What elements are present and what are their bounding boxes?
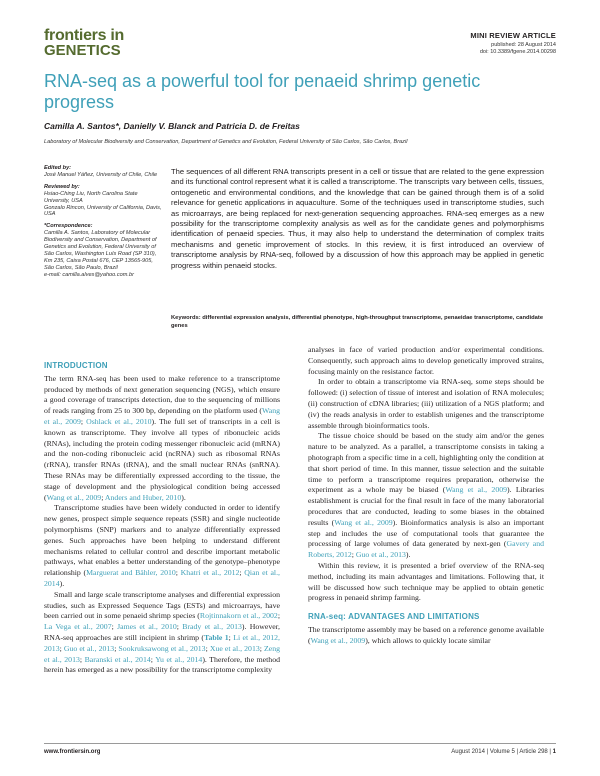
text: ; [80,416,87,426]
text: ; [239,568,245,578]
article-title: RNA-seq as a powerful tool for penaeid shrimp genetic progress [44,71,481,112]
citation-link[interactable]: Wang et al., 2009 [310,635,366,645]
citation-link[interactable]: Gavery and Roberts, 2012 [308,539,544,560]
text: Transcriptome studies have been widely conducted in order to identify new genes, prospect simple sequence repeats (SSR) and single nucleotide polymorphisms (SNP) markers and to analyze differentially expressed genes. Such approaches have been helping to understand different mechanisms related to cellular control and describe important metabolic pathways, what enables a better understanding of the genotype–phenotype relationship ( [44,503,280,578]
citation-link[interactable]: Xue et al., 2013 [209,643,260,653]
text: Small and large scale transcriptome analyses and differential expression studies, such as Expressed Sequence Tags (ESTs) and microarrays, have been carried out in some penaeid shrimp species ( [44,589,280,621]
text: ; [59,643,64,653]
footer-info [451,749,556,755]
text: ). Therefore, the method herein has emerged as a new possibility for the transcriptome complexity [44,654,280,675]
keywords-text: differential expression analysis, differential phenotype, high-throughput transcriptome, penaeidae transcriptome, candidate genes [171,315,544,329]
citation-link[interactable]: Zeng et al., 2013 [44,643,281,664]
correspondence-label: *Correspondence: [44,223,93,230]
citation-link[interactable]: Yu et al., 2014 [155,654,203,664]
text: ; [176,622,183,632]
doi: doi: 10.3389/fgene.2014.00298 [479,49,556,55]
text: ), which allows to quickly locate similar [365,635,491,645]
reviewed-by-label: Reviewed by: [44,183,80,190]
text: ; [114,643,119,653]
edited-by-label: Edited by: [44,165,72,171]
citation-link[interactable]: Rojtinnakorn et al., 2002 [199,611,278,621]
text: ; [351,550,356,560]
citation-link[interactable]: Khatri et al., 2012 [180,568,240,578]
paragraph: analyses in face of varied production and/or experimental conditions. Consequently, such approach aims to develop genetically improved strains, focusing mainly on the resistance factor. [308,345,544,376]
text: ; [228,632,234,642]
reviewer-1: Hsiao-Ching Liu, North Carolina State University, USA [44,190,138,204]
text: ; [259,643,264,653]
citation-link[interactable]: Guo et al., 2013 [63,643,115,653]
authors: Camilla A. Santos*, Danielly V. Blanck and Patricia D. de Freitas [44,121,300,131]
paragraph: In order to obtain a transcriptome via RNA-seq, some steps should be followed: (i) selection of tissue of interest and isolation of RNA molecules; (ii) construction of cDNA libraries; (iii) utilization of a NGS platform; and (iv) the reads analysis in order to establish unigenes and the transcriptome assemble through bioinformatics tools. [308,377,544,430]
journal-logo [44,28,124,58]
correspondence-email[interactable]: e-mail: camilla.alves@yahoo.com.br [44,271,134,278]
citation-link[interactable]: Sookruksawong et al., 2013 [118,643,206,653]
citation-link[interactable]: Marguerat and Bähler, 2010 [86,568,176,578]
text: ). Bioinformatics analysis is also an important step and includes the use of computational tools that guarantee the processing of large volumes of data generated by next-gen ( [308,517,544,549]
text: ; [79,654,85,664]
text: ; [277,611,280,621]
citation-link[interactable]: Wang et al., 2009 [445,485,508,495]
text: ; [101,492,105,502]
citation-link[interactable]: La Vega et al., 2007 [44,622,112,632]
body-column-right [308,345,544,647]
text: ; [175,568,181,578]
article-meta [480,42,556,56]
citation-link[interactable]: Wang et al., 2009 [46,492,102,502]
article-type: MINI REVIEW ARTICLE [470,31,556,40]
section-heading-introduction: INTRODUCTION [44,361,108,370]
text: ). However, RNA-seq approaches are still incipient in shrimp ( [44,622,280,642]
citation-link[interactable]: Anders and Huber, 2010 [104,492,182,502]
footer-divider [44,743,556,744]
keywords-label: Keywords: [171,315,201,321]
text: ). Libraries establishment is crucial for the final result in face of the many laboratorial procedures that are conducted, leading to some biases in the obtained results ( [308,485,544,527]
table-link[interactable]: Table 1 [204,632,229,642]
citation-link[interactable]: Baranski et al., 2014 [84,654,151,664]
published-date: published: 28 August 2014 [491,42,556,48]
text: The transcriptome assembly may be based on a reference genome available ( [308,624,544,645]
citation-link[interactable]: Li et al., 2012, 2013 [44,632,281,653]
section-heading-advantages: RNA-seq: ADVANTAGES AND LIMITATIONS [308,612,480,622]
editor: José Manuel Yáñez, University of Chile, Chile [44,171,158,178]
text: ; [205,643,210,653]
affiliation: Laboratory of Molecular Biodiversity and Conservation, Department of Genetics and Evolution, Federal University of São Carlos, São Carlos, Brazil [44,139,408,145]
abstract: The sequences of all different RNA transcripts present in a cell or tissue that are related to the gene expression and its functional control represent what it is called a transcriptome. The transcripts vary between cells, tissues, ontogenetic and environmental conditions, and the knowledge that can be gained through them is of a solid relevance for genetic applications in aquaculture. Some of the techniques used in transcriptome studies, such as microarrays, are being replaced for next-generation sequencing approaches. RNA-seq emerges as a new possibility for the transcriptome complexity analysis as well as for the candidate genes and polymorphisms identification of penaeid species. Thus, it may also help to understand the determination of complex traits mechanisms and genetic improvement of stocks. In this review, it is first introduced an overview of transcriptome analysis by RNA-seq, followed by a discussion of how this approach may be applied in genetic progress within penaeid stocks. [171,167,544,270]
citation-link[interactable]: Brady et al., 2013 [182,622,242,632]
paragraph: Within this review, it is presented a brief overview of the RNA-seq method, including its main advantages and limitations. Following that, it will be discussed how such technique may be applied to obtain genetic progress in penaeid shrimp farming. [308,560,544,603]
text: The tissue choice should be based on the study aim and/or the genes nature to be analyzed. As a parallel, a transcriptome consists in taking a photograph from a specific time in a cell, highlighting only the condition at that short period of time. In this manner, tissue selection and the suitable time to perform a transcriptome requires preparation, otherwise the experiment as a whole may be biased ( [308,431,544,495]
citation-link[interactable]: Oshlack et al., 2010 [86,416,152,426]
text: ). [405,550,411,560]
citation-link[interactable]: Qian et al., 2014 [44,568,280,588]
text: ). The full set of transcripts in a cell is known as transcriptome. They involve all types of ribonucleic acids (RNAs), including the protein coding messenger ribonucleic acid (mRNA) and the non-coding ribonucleic acid (ncRNA) such as ribosomal RNAs (rRNA), transfer RNAs (tRNA), and the small nuclear RNAs (snRNA). These RNAs may be differentially expressed according to the tissue, the stage of development and the physiological condition being accessed ( [44,416,280,502]
logo-text-top: frontiers in [44,27,124,44]
paragraph [308,625,544,647]
text: ; [150,654,156,664]
body-column-left [44,361,280,676]
citation-link[interactable]: Wang et al., 2009 [334,517,393,527]
paragraph [44,374,280,504]
text: ). [59,578,65,588]
citation-link[interactable]: Wang et al., 2009 [44,406,280,426]
paragraph [308,431,544,561]
text: ; [111,622,118,632]
text: ). [181,492,186,502]
page-number: 1 [552,749,556,755]
citation-link[interactable]: Guo et al., 2013 [355,550,406,560]
keywords [171,315,544,330]
citation-link[interactable]: James et al., 2010 [117,622,177,632]
footer-issue: August 2014 | Volume 5 | Article 298 | [451,749,553,755]
footer-url[interactable]: www.frontiersin.org [44,749,101,755]
correspondence-address: Camilla A. Santos, Laboratory of Molecular Biodiversity and Conservation, Department of Genetics and Evolution, Federal University of São Carlos, Washington Luís Road (SP 310), Km 235, Caixa Postal 676, CEP 13565-905, São Carlos, São Paulo, Brazil [44,230,157,271]
reviewer-2: Gonzalo Rincon, University of California, Davis, USA [44,204,162,218]
editorial-sidebar [44,165,164,279]
paragraph [44,503,280,589]
paragraph [44,590,280,676]
text: The term RNA-seq has been used to make reference to a transcriptome produced by methods of next generation sequencing (NGS), which ensure a good coverage of transcripts detection, due to the sequencing of millions of reads ranging from 25 to 300 bp, depending on the platform used ( [44,373,280,416]
logo-text-bottom: GENETICS [44,42,121,59]
